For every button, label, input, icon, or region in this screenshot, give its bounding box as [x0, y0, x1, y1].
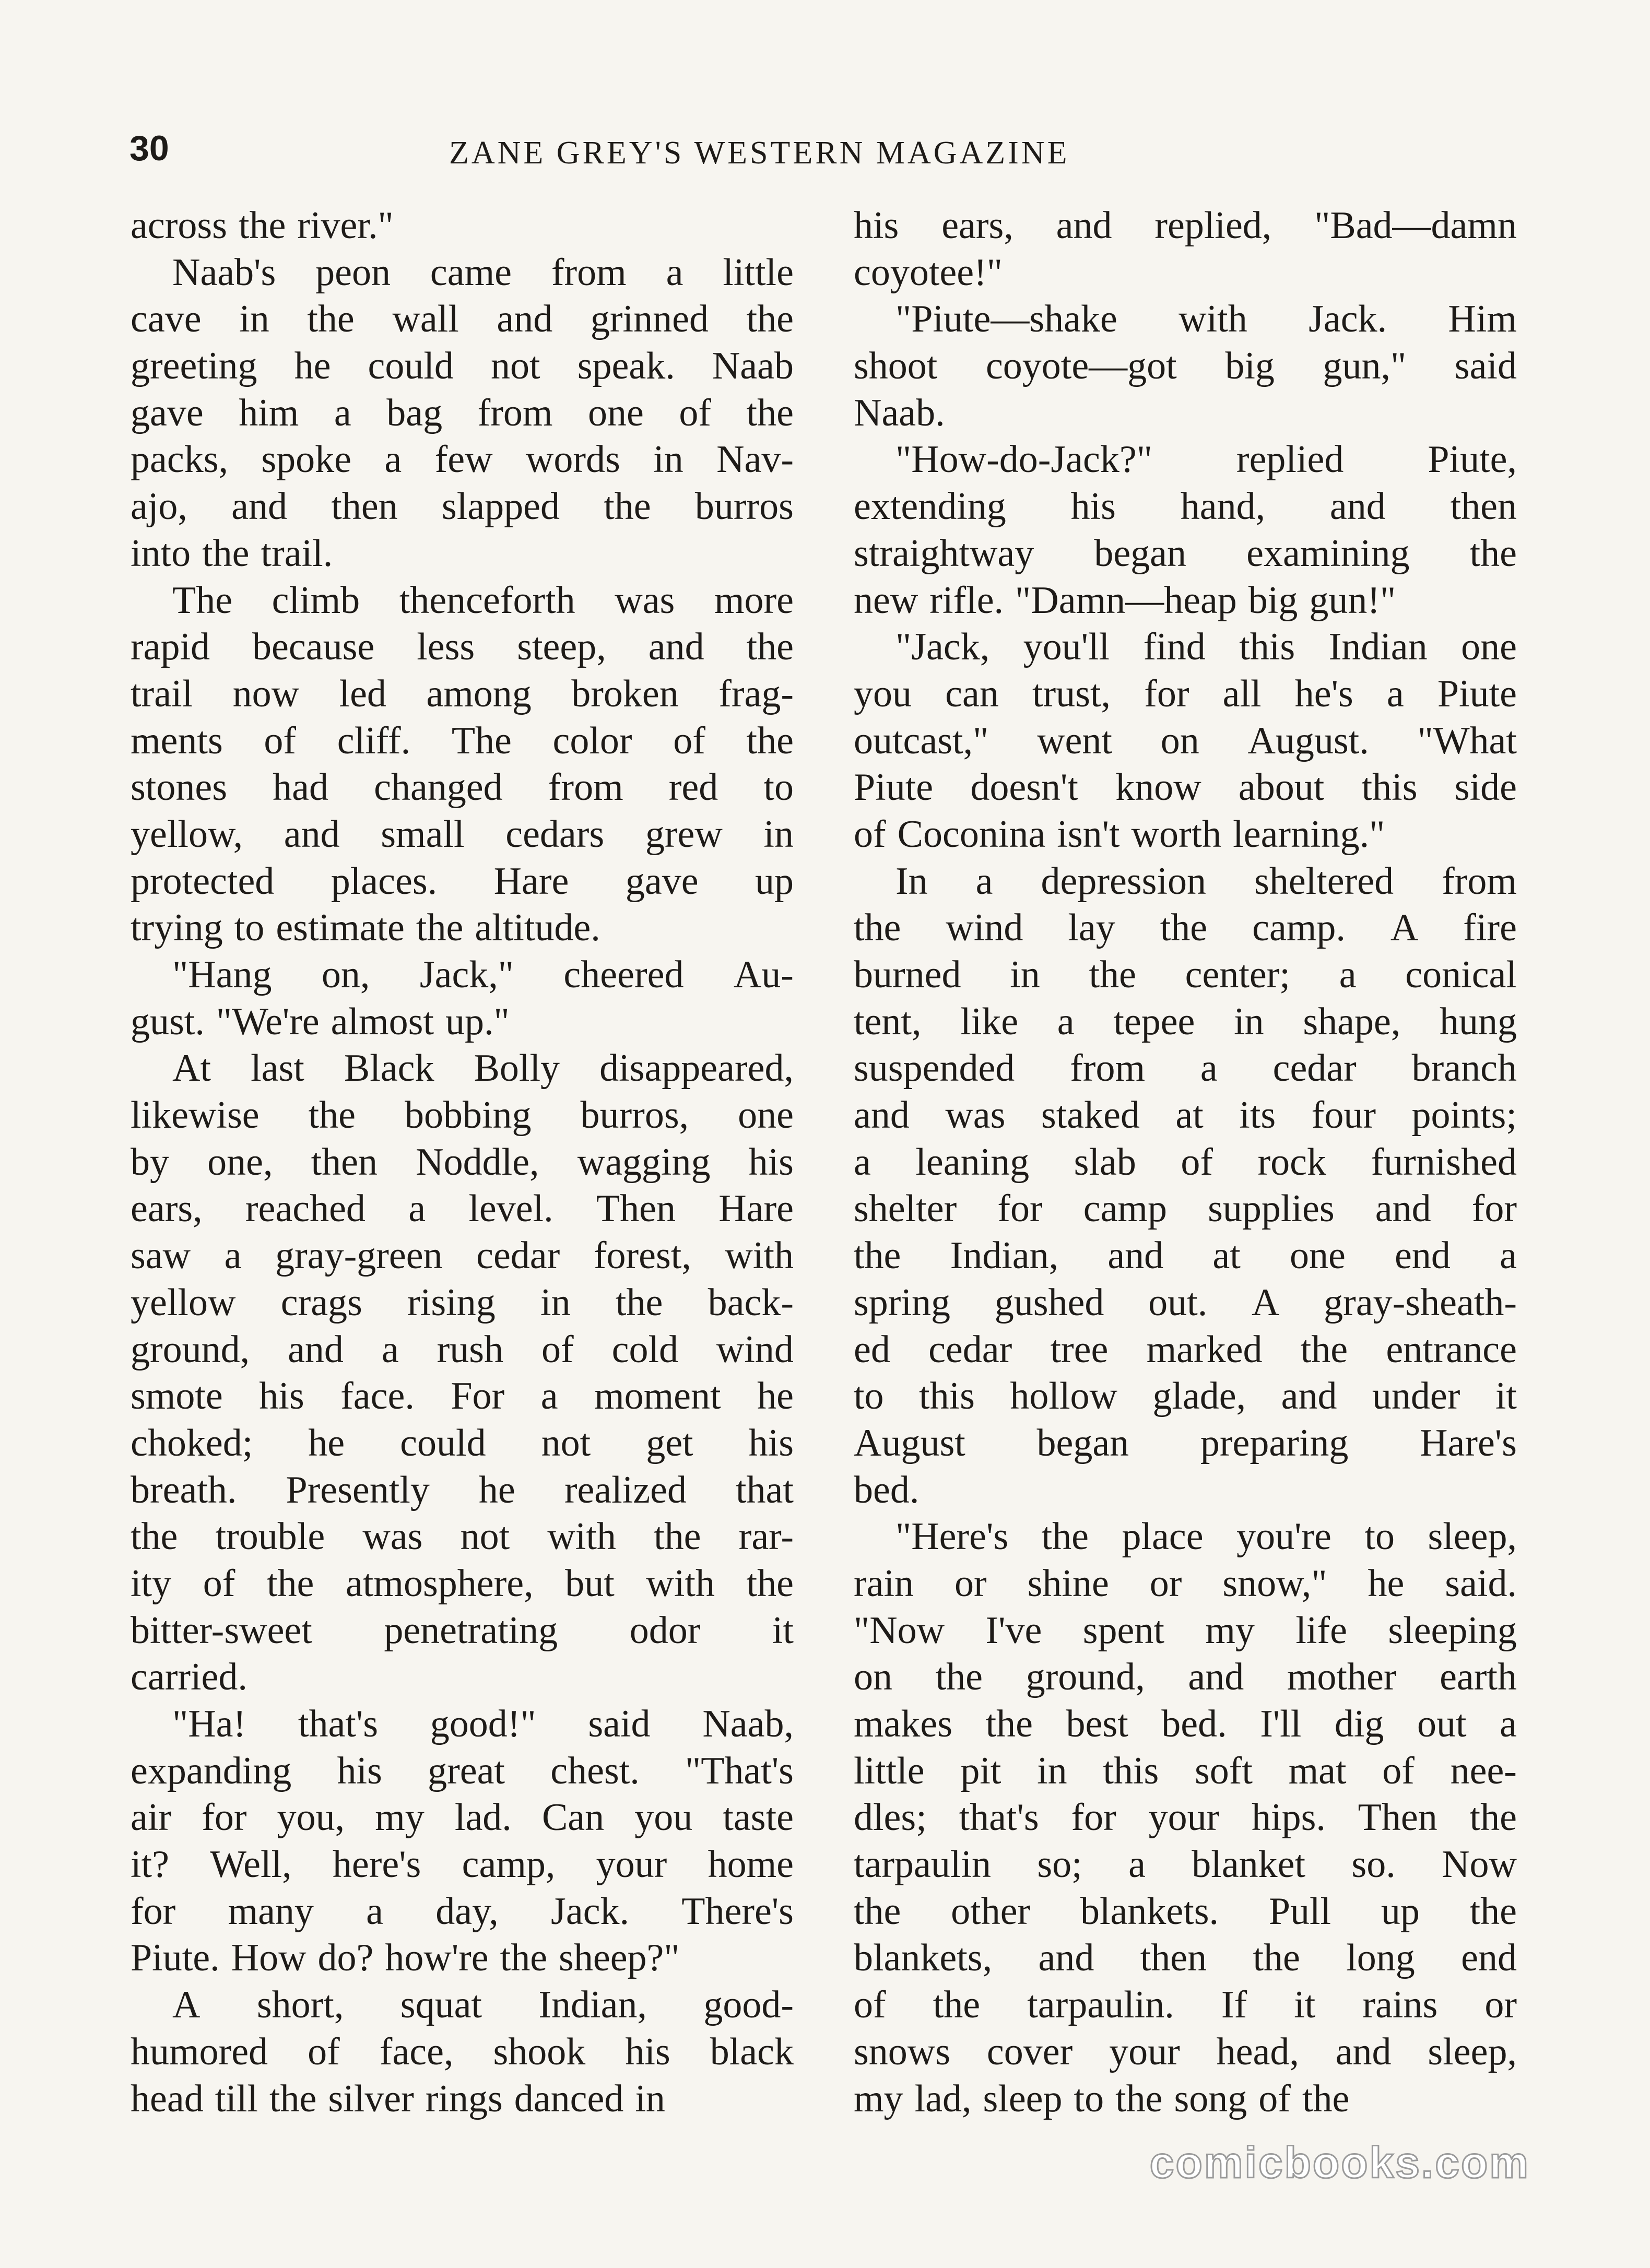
text-column-right: [854, 203, 1517, 2122]
text-line: carried.: [131, 1656, 248, 1699]
text-line: shoot coyote—got big gun," said: [854, 345, 1517, 388]
text-line: protected places. Hare gave up: [131, 859, 794, 903]
text-line: tarpaulin so; a blanket so. Now: [854, 1843, 1517, 1886]
text-line: my lad, sleep to the song of the: [854, 2077, 1350, 2120]
text-line: breath. Presently he realized that: [131, 1468, 794, 1511]
text-line: spring gushed out. A gray-sheath-: [854, 1281, 1517, 1324]
text-line: bed.: [854, 1468, 920, 1511]
text-line: suspended from a cedar branch: [854, 1047, 1517, 1090]
text-line: into the trail.: [131, 531, 333, 575]
text-line: and was staked at its four points;: [854, 1094, 1517, 1137]
text-line: Piute doesn't know about this side: [854, 766, 1517, 809]
text-line: greeting he could not speak. Naab: [131, 345, 794, 388]
paragraph: [854, 296, 1517, 436]
text-line: you can trust, for all he's a Piute: [854, 672, 1517, 715]
watermark: comicbooks.com: [1149, 2138, 1530, 2187]
text-line: "Here's the place you're to sleep,: [895, 1515, 1517, 1558]
text-line: outcast," went on August. "What: [854, 719, 1517, 762]
text-line: of Coconina isn't worth learning.": [854, 812, 1385, 856]
text-line: yellow, and small cedars grew in: [131, 812, 794, 856]
text-line: A short, squat Indian, good-: [172, 1983, 794, 2027]
text-line: the trouble was not with the rar-: [131, 1515, 794, 1558]
text-line: "How-do-Jack?" replied Piute,: [895, 438, 1517, 481]
text-line: the other blankets. Pull up the: [854, 1889, 1517, 1933]
text-line: dles; that's for your hips. Then the: [854, 1796, 1517, 1839]
text-line: to this hollow glade, and under it: [854, 1375, 1517, 1418]
text-line: ears, reached a level. Then Hare: [131, 1187, 794, 1231]
text-line: Naab's peon came from a little: [172, 251, 794, 294]
paragraph: [854, 203, 1517, 296]
paragraph: [131, 1982, 794, 2122]
text-line: his ears, and replied, "Bad—damn: [854, 204, 1517, 247]
text-line: saw a gray-green cedar forest, with: [131, 1234, 794, 1278]
text-line: gust. "We're almost up.": [131, 1000, 510, 1043]
text-line: ed cedar tree marked the entrance: [854, 1328, 1517, 1371]
text-line: tent, like a tepee in shape, hung: [854, 1000, 1517, 1043]
text-line: a leaning slab of rock furnished: [854, 1140, 1517, 1184]
text-line: bitter-sweet penetrating odor it: [131, 1609, 794, 1652]
text-line: straightway began examining the: [854, 531, 1517, 575]
text-line: yellow crags rising in the back-: [131, 1281, 794, 1324]
text-line: of the tarpaulin. If it rains or: [854, 1983, 1517, 2027]
text-line: by one, then Noddle, wagging his: [131, 1140, 794, 1184]
text-line: blankets, and then the long end: [854, 1936, 1517, 1980]
text-line: August began preparing Hare's: [854, 1421, 1517, 1464]
text-line: it? Well, here's camp, your home: [131, 1843, 794, 1886]
text-line: rapid because less steep, and the: [131, 625, 794, 669]
text-line: across the river.": [131, 204, 394, 247]
paragraph: [854, 858, 1517, 1514]
text-line: The climb thenceforth was more: [172, 578, 794, 622]
text-line: the wind lay the camp. A fire: [854, 906, 1517, 950]
text-line: packs, spoke a few words in Nav-: [131, 438, 794, 481]
text-line: stones had changed from red to: [131, 766, 794, 809]
text-line: "Piute—shake with Jack. Him: [895, 298, 1517, 341]
text-column-left: [131, 203, 794, 2122]
text-line: ments of cliff. The color of the: [131, 719, 794, 762]
text-line: ground, and a rush of cold wind: [131, 1328, 794, 1371]
paragraph: [131, 952, 794, 1045]
running-head: ZANE GREY'S WESTERN MAGAZINE: [449, 135, 1070, 171]
text-line: trying to estimate the altitude.: [131, 906, 600, 950]
text-line: Piute. How do? how're the sheep?": [131, 1936, 680, 1980]
text-line: "Now I've spent my life sleeping: [854, 1609, 1517, 1652]
text-line: new rifle. "Damn—heap big gun!": [854, 578, 1396, 622]
text-line: expanding his great chest. "That's: [131, 1749, 794, 1792]
text-line: shelter for camp supplies and for: [854, 1187, 1517, 1231]
text-line: extending his hand, and then: [854, 485, 1517, 528]
text-line: rain or shine or snow," he said.: [854, 1562, 1517, 1605]
paragraph: [131, 1045, 794, 1701]
text-line: ajo, and then slapped the burros: [131, 485, 794, 528]
text-line: on the ground, and mother earth: [854, 1656, 1517, 1699]
page-number: 30: [129, 128, 169, 168]
text-line: "Ha! that's good!" said Naab,: [172, 1703, 794, 1745]
text-line: burned in the center; a conical: [854, 953, 1517, 996]
paragraph: [131, 250, 794, 577]
text-line: air for you, my lad. Can you taste: [131, 1796, 794, 1839]
text-line: head till the silver rings danced in: [131, 2077, 665, 2120]
text-line: coyotee!": [854, 251, 1003, 294]
text-line: trail now led among broken frag-: [131, 672, 794, 715]
text-line: for many a day, Jack. There's: [131, 1889, 794, 1933]
text-line: humored of face, shook his black: [131, 2030, 794, 2073]
paragraph: [131, 1701, 794, 1982]
text-line: choked; he could not get his: [131, 1421, 794, 1464]
text-line: little pit in this soft mat of nee-: [854, 1749, 1517, 1792]
text-line: likewise the bobbing burros, one: [131, 1094, 794, 1137]
paragraph: [131, 203, 794, 250]
paragraph: [131, 577, 794, 952]
paragraph: [854, 436, 1517, 624]
text-line: "Hang on, Jack," cheered Au-: [172, 953, 794, 996]
text-line: At last Black Bolly disappeared,: [172, 1047, 794, 1090]
text-line: ity of the atmosphere, but with the: [131, 1562, 794, 1605]
paragraph: [854, 624, 1517, 858]
text-line: cave in the wall and grinned the: [131, 298, 794, 341]
text-line: "Jack, you'll find this Indian one: [895, 625, 1517, 669]
text-line: gave him a bag from one of the: [131, 391, 794, 434]
text-line: Naab.: [854, 391, 945, 434]
text-line: In a depression sheltered from: [895, 859, 1517, 903]
text-line: makes the best bed. I'll dig out a: [854, 1703, 1517, 1745]
text-line: smote his face. For a moment he: [131, 1375, 794, 1418]
text-line: snows cover your head, and sleep,: [854, 2030, 1517, 2073]
text-line: the Indian, and at one end a: [854, 1234, 1517, 1278]
paragraph: [854, 1514, 1517, 2122]
